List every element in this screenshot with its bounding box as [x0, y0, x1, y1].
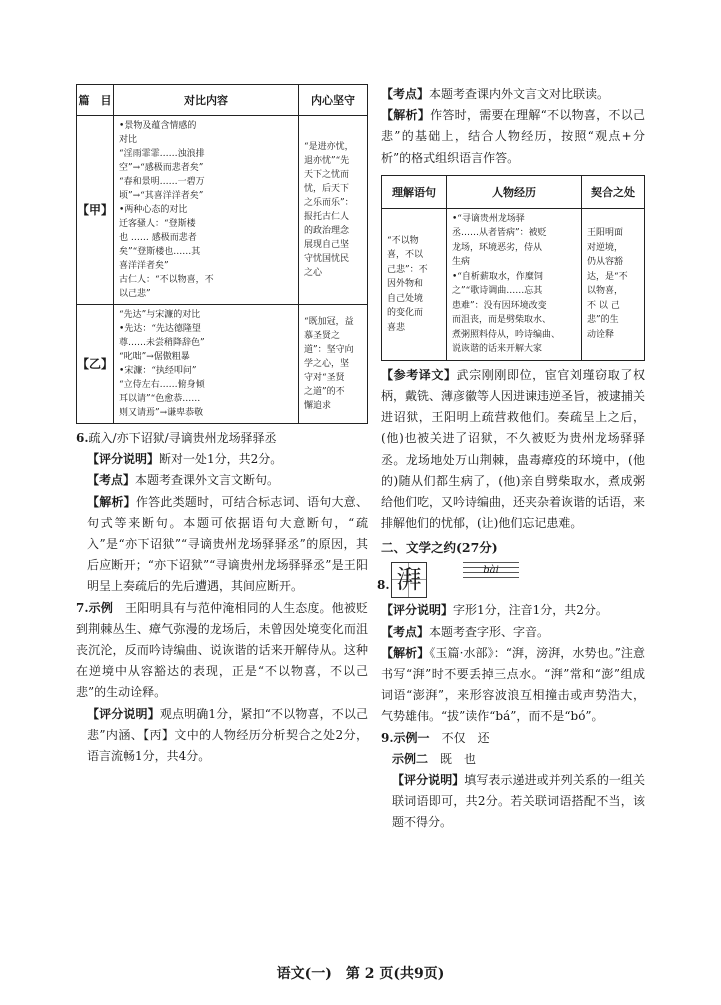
- table-cell-title: 【甲】: [77, 116, 114, 305]
- table-cell-match: [582, 208, 645, 360]
- scoring-text: 断对一处1分，共2分。: [159, 452, 283, 467]
- cell-line: 学之心，坚: [304, 359, 350, 369]
- cell-line: •景物及蕴含情感的: [119, 121, 197, 131]
- cell-line: 王阳明面: [587, 228, 624, 239]
- analysis-text: 作答时，需要在理解“不以物喜，不以己悲”的基础上，结合人物经历，按照“观点+分析”的格式组织语言作答。: [381, 108, 645, 165]
- cell-line: 也 …… 感极而悲者: [119, 233, 197, 243]
- page-footer: 语文(一) 第 2 页(共9页): [276, 966, 445, 982]
- analysis-label: 【解析】: [87, 494, 136, 509]
- cell-line: 之乐而乐”：: [304, 198, 354, 208]
- cell-line: 动诠释: [587, 329, 615, 340]
- cell-line: 慕圣贤之: [304, 331, 341, 341]
- cell-line: 对比: [119, 135, 138, 145]
- cell-line: “叱咄”→倨傲粗暴: [119, 352, 190, 362]
- table-cell-sentence: [382, 208, 447, 360]
- cell-line: 之”“歌诗调曲……忘其: [452, 286, 543, 297]
- cell-line: 喜洋洋者矣”: [119, 261, 169, 271]
- cell-line: 自己处境: [387, 293, 424, 304]
- point-text: 本题考查课内外文言文对比联读。: [429, 87, 610, 101]
- table-header-row: [382, 175, 645, 208]
- cell-line: “立侍左右……俯身倾: [119, 380, 205, 390]
- question-8-answer: [377, 560, 645, 600]
- table-row: [77, 116, 368, 305]
- cell-line: 龙场，环境恶劣，侍从: [452, 242, 543, 253]
- scoring-label: 【评分说明】: [392, 773, 465, 788]
- table-cell-experience: [447, 208, 582, 360]
- cell-line: 己悲”：不: [387, 264, 428, 275]
- example-label: 示例: [88, 600, 113, 615]
- comparison-table: [76, 84, 368, 424]
- table-cell-content: [114, 116, 299, 305]
- point-text: 本题考查课外文言文断句。: [135, 473, 280, 488]
- table-header: 理解语句: [382, 175, 447, 208]
- example-label: 示例二: [392, 751, 429, 766]
- cell-line: 以己悲”: [119, 289, 151, 299]
- cell-line: 患难”：没有因环境改变: [452, 300, 547, 311]
- cell-line: 丞……从者皆病”：被贬: [452, 228, 547, 239]
- analysis-text: 《玉篇·水部》：“湃，滂湃，水势也。”注意书写“湃”时不要丢掉三点水。“湃”常和“澎”组成词语“澎湃”，来形容波浪互相撞击或声势浩大，气势雄伟。“拔”读作“bá”，而不是“bó”。: [381, 645, 645, 724]
- scoring-text: 字形1分，注音1分，共2分。: [453, 603, 608, 618]
- cell-line: 之心: [304, 268, 323, 278]
- cell-line: 道”：坚守向: [304, 345, 354, 355]
- question-number: 9.: [381, 730, 394, 745]
- cell-line: •先达：“先达德隆望: [119, 324, 201, 334]
- cell-line: 悲”的生: [587, 315, 619, 326]
- table-header: 内心坚守: [299, 85, 368, 116]
- cell-line: 忧，后天下: [304, 184, 350, 194]
- cell-line: 懈追求: [304, 401, 332, 411]
- cell-line: 顷”→“其喜洋洋者矣”: [119, 191, 204, 201]
- translation-label: 【参考译文】: [381, 367, 457, 382]
- cell-line: “先达”与宋濂的对比: [119, 310, 201, 320]
- table-header: 契合之处: [582, 175, 645, 208]
- cell-line: 尊……未尝稍降辞色”: [119, 338, 205, 348]
- cell-line: 煮粥照料侍从，吟诗编曲、: [452, 329, 561, 340]
- cell-line: 的政治理念: [304, 226, 350, 236]
- cell-line: 耳以请”“色愈恭……: [119, 394, 201, 404]
- cell-line: 报托古仁人: [304, 212, 350, 222]
- analysis-text: 作答此类题时，可结合标志词、语句大意、句式等来断句。本题可依据语句大意断句，“疏入”是“亦下诏狱”“寻谪贵州龙场驿驿丞”的原因，其后应断开；“亦下诏狱”“寻谪贵州龙场驿驿丞”是王阳明呈上奏疏后的先后遭遇，其间应断开。: [87, 494, 368, 594]
- point-label: 【考点】: [381, 87, 430, 101]
- table-header-row: [77, 85, 368, 116]
- question-8: [381, 600, 645, 727]
- cell-line: “既加冠，益: [304, 317, 354, 327]
- cell-line: 展现自己坚: [304, 240, 350, 250]
- question-number: 7.: [76, 600, 89, 615]
- example-text: 既 也: [440, 751, 477, 766]
- cell-line: 之道”的不: [304, 387, 345, 397]
- table-cell-core: [299, 116, 368, 305]
- cell-line: “不以物: [387, 235, 419, 246]
- question-number: 8.: [377, 578, 390, 593]
- table-row: [77, 305, 368, 424]
- table-cell-title: 【乙】: [77, 305, 114, 424]
- scoring-text: 观点明确1分，紧扣“不以物喜，不以己悲”内涵、【丙】文中的人物经历分析契合之处2分，语言流畅1分，共4分。: [87, 706, 368, 764]
- cell-line: 天下之忧而: [304, 170, 350, 180]
- scoring-label: 【评分说明】: [87, 452, 160, 467]
- question-9: [381, 728, 645, 834]
- point-label: 【考点】: [381, 624, 430, 639]
- pinyin-lines: [463, 562, 519, 584]
- cell-line: 迁客骚人：“登斯楼: [119, 219, 196, 229]
- cell-line: 古仁人：“不以物喜，不: [119, 275, 214, 285]
- scoring-label: 【评分说明】: [87, 706, 160, 721]
- cell-line: 的变化而: [387, 308, 424, 319]
- table-header: 篇 目: [77, 85, 114, 116]
- cell-line: 空”→“感极而悲者矣”: [119, 163, 204, 173]
- cell-line: •“寻谪贵州龙场驿: [452, 213, 525, 224]
- point-label: 【考点】: [87, 473, 136, 488]
- answer-character: 湃: [396, 565, 422, 595]
- point-text: 本题考查字形、字音。: [429, 624, 550, 639]
- cell-line: 矣”“登斯楼也……其: [119, 247, 201, 257]
- left-column: [76, 84, 368, 767]
- cell-line: 因外物和: [387, 279, 424, 290]
- pinyin-text: bài: [483, 565, 499, 577]
- cell-line: 仍从容豁: [587, 257, 624, 268]
- section-title: 二、文学之约(27分): [381, 540, 498, 556]
- translation: [381, 365, 645, 535]
- example-text: 不仅 还: [441, 730, 490, 745]
- scoring-label: 【评分说明】: [381, 603, 454, 618]
- cell-line: 不 以 己: [587, 300, 620, 311]
- table-header: 对比内容: [114, 85, 299, 116]
- cell-line: •宋濂：“执经叩问”: [119, 366, 197, 376]
- cell-line: “春和景明……一碧万: [119, 177, 205, 187]
- right-column: [377, 84, 646, 834]
- cell-line: 退亦忧”“先: [304, 156, 350, 166]
- table-cell-core: [299, 305, 368, 424]
- cell-line: 对逆境，: [587, 242, 624, 253]
- cell-line: 喜悲: [387, 322, 406, 333]
- table-cell-content: [114, 305, 299, 424]
- cell-line: 则又请焉”→谦卑恭敬: [119, 408, 204, 418]
- character-box: [391, 562, 427, 598]
- analysis-label: 【解析】: [381, 108, 431, 123]
- cell-line: 生病: [452, 257, 471, 268]
- cell-line: •“自析薪取水，作糜饲: [452, 271, 543, 282]
- reading-table: [381, 175, 645, 361]
- analysis-label: 【解析】: [381, 645, 430, 660]
- table-row: [382, 208, 645, 360]
- table-header: 人物经历: [447, 175, 582, 208]
- cell-line: 以物喜，: [587, 286, 624, 297]
- cell-line: 守对“圣贤: [304, 373, 345, 383]
- question-number: 6.: [76, 431, 89, 445]
- cell-line: “淫雨霏霏……浊浪排: [119, 149, 205, 159]
- question-6: [76, 428, 368, 598]
- cell-line: 达，是“不: [587, 271, 628, 282]
- cell-line: “是进亦忧，: [304, 142, 354, 152]
- cell-line: 说诙谐的话来开解大家: [452, 344, 543, 355]
- scoring-text: 填写表示递进或并列关系的一组关联词语即可，共2分。若关联词语搭配不当，该题不得分。: [392, 773, 645, 830]
- cell-line: •两种心态的对比: [119, 205, 188, 215]
- cell-line: 而沮丧，而是劈柴取水、: [452, 315, 552, 326]
- cell-line: 喜，不以: [387, 250, 424, 261]
- answer-text: 疏入/亦下诏狱/寻谪贵州龙场驿驿丞: [88, 431, 277, 445]
- answer-text: 王阳明具有与范仲淹相同的人生态度。他被贬到荆棘丛生、瘴气弥漫的龙场后，未曾因处境变化而沮丧沉沦，反而吟诗编曲、说诙谐的话来开解侍从。这种在逆境中从容豁达的表现，正是“不以物喜，不以己悲”的生动诠释。: [76, 600, 368, 700]
- question-7: [76, 598, 368, 768]
- example-label: 示例一: [393, 730, 430, 745]
- translation-text: 武宗刚刚即位，宦官刘瑾窃取了权柄，戴铣、薄彦徽等人因进谏违逆圣旨，被逮捕关进诏狱，王阳明上疏营救他们。奏疏呈上之后，(他)也被关进了诏狱，不久被贬为贵州龙场驿驿丞。龙场地处万山荆棘，蛊毒瘴疫的环境中，(他的)随从们都生病了，(他)亲自劈柴取水，煮成粥给他们吃，又吟诗编曲，还夹杂着诙谐的话语，来排解他们的忧郁，(让)他们忘记患难。: [381, 367, 646, 531]
- cell-line: 守忧国忧民: [304, 254, 350, 264]
